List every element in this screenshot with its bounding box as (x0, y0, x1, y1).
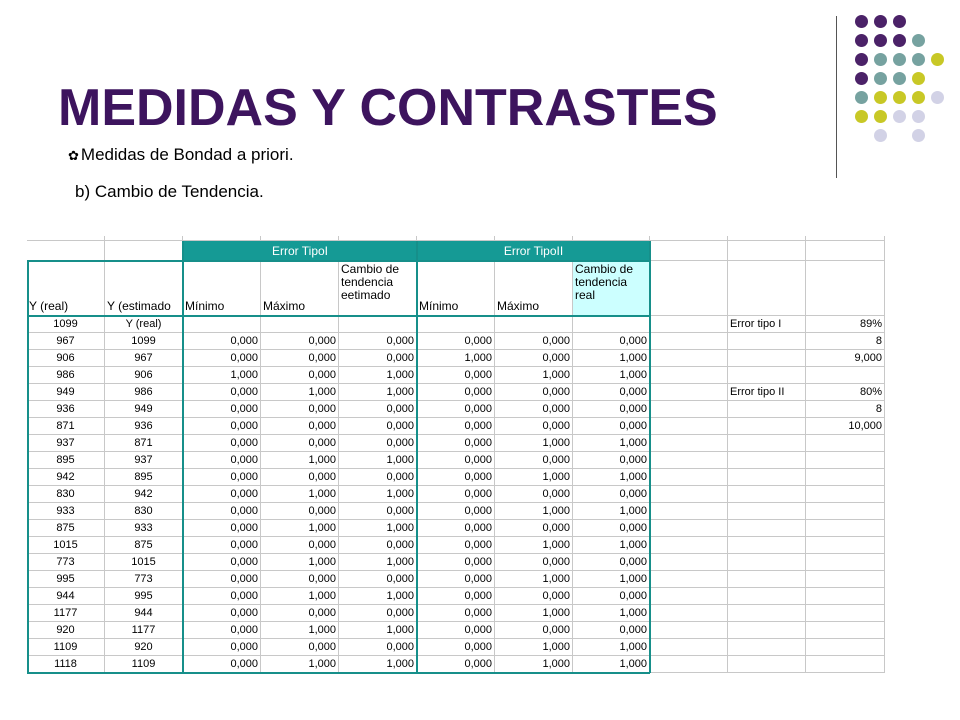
decorative-dot (912, 34, 925, 47)
table-cell: 1,000 (573, 605, 650, 622)
group-header-error-tipo-1: Error TipoI (183, 241, 417, 261)
table-cell: 0,000 (495, 486, 573, 503)
table-cell: 0,000 (417, 605, 495, 622)
table-cell (806, 605, 885, 622)
table-cell: 0,000 (573, 588, 650, 605)
table-cell: 1,000 (261, 554, 339, 571)
table-cell: 0,000 (261, 469, 339, 486)
side-value: 9,000 (806, 350, 885, 367)
table-cell: 1,000 (339, 384, 417, 401)
table-cell (728, 503, 806, 520)
decorative-dot (874, 72, 887, 85)
decorative-dot (912, 91, 925, 104)
table-cell: 1,000 (495, 367, 573, 384)
group-header-error-tipo-2: Error TipoII (417, 241, 650, 261)
table-cell: 1,000 (261, 486, 339, 503)
table-cell: 1,000 (339, 656, 417, 673)
side-value: 8 (806, 401, 885, 418)
table-cell: 0,000 (339, 605, 417, 622)
table-cell: 0,000 (573, 452, 650, 469)
column-header: Mínimo (417, 261, 495, 316)
table-cell: 1,000 (261, 384, 339, 401)
table-cell (650, 350, 728, 367)
table-cell (650, 418, 728, 435)
table-cell: 1,000 (261, 656, 339, 673)
table-cell: 0,000 (417, 384, 495, 401)
table-cell (806, 554, 885, 571)
table-cell: 0,000 (339, 435, 417, 452)
table-cell: 1,000 (495, 435, 573, 452)
table-cell: 1,000 (573, 639, 650, 656)
table-cell: 875 (27, 520, 105, 537)
decorative-dot (893, 110, 906, 123)
column-header: Y (estimado (105, 261, 183, 316)
table-cell: 0,000 (261, 503, 339, 520)
table-cell (806, 486, 885, 503)
table-border (182, 241, 184, 673)
table-cell: 0,000 (183, 435, 261, 452)
table-cell (573, 316, 650, 333)
table-cell: 1177 (105, 622, 183, 639)
column-header: Máximo (495, 261, 573, 316)
table-cell: 0,000 (495, 333, 573, 350)
table-cell (728, 435, 806, 452)
table-cell: 0,000 (417, 571, 495, 588)
table-border (27, 261, 29, 673)
table-cell: 871 (105, 435, 183, 452)
table-cell: 1,000 (573, 350, 650, 367)
table-cell: 1,000 (573, 656, 650, 673)
table-cell: 0,000 (183, 588, 261, 605)
table-cell: 0,000 (495, 384, 573, 401)
table-cell (183, 316, 261, 333)
table-cell: 0,000 (183, 418, 261, 435)
side-label: Error tipo I (728, 316, 806, 333)
table-cell: 0,000 (573, 486, 650, 503)
table-cell: 0,000 (339, 639, 417, 656)
table-cell: 0,000 (573, 384, 650, 401)
table-cell (650, 333, 728, 350)
table-cell: 0,000 (417, 588, 495, 605)
table-cell: 895 (27, 452, 105, 469)
table-cell: 0,000 (261, 605, 339, 622)
table-cell: 0,000 (339, 571, 417, 588)
table-cell: 0,000 (183, 452, 261, 469)
decorative-divider (836, 16, 837, 178)
table-cell: 0,000 (417, 537, 495, 554)
table-cell (650, 401, 728, 418)
table-cell: 933 (27, 503, 105, 520)
table-cell (728, 588, 806, 605)
table-cell: 0,000 (261, 537, 339, 554)
table-cell (728, 367, 806, 384)
table-cell: 0,000 (417, 656, 495, 673)
table-cell (650, 622, 728, 639)
table-cell: 1,000 (339, 588, 417, 605)
grid-cell (806, 261, 885, 316)
table-cell: 944 (27, 588, 105, 605)
table-cell (650, 520, 728, 537)
table-cell: 937 (105, 452, 183, 469)
table-cell: 0,000 (573, 554, 650, 571)
table-border (27, 260, 650, 262)
table-cell: 830 (105, 503, 183, 520)
table-cell: 0,000 (417, 418, 495, 435)
table-cell: 0,000 (495, 554, 573, 571)
table-cell: 0,000 (261, 571, 339, 588)
table-cell: 1,000 (339, 520, 417, 537)
table-cell: 773 (105, 571, 183, 588)
table-cell: 0,000 (183, 350, 261, 367)
grid-cell (27, 241, 105, 261)
table-cell (650, 316, 728, 333)
table-cell: 0,000 (339, 401, 417, 418)
table-cell: 1177 (27, 605, 105, 622)
table-cell (650, 588, 728, 605)
table-cell: 0,000 (495, 588, 573, 605)
table-cell: 0,000 (261, 367, 339, 384)
table-cell: 0,000 (495, 418, 573, 435)
table-cell: 0,000 (417, 367, 495, 384)
table-cell (728, 554, 806, 571)
table-cell: 1,000 (339, 486, 417, 503)
table-cell (650, 486, 728, 503)
table-cell: 1,000 (261, 588, 339, 605)
table-border (416, 241, 418, 673)
decorative-dot (874, 15, 887, 28)
table-cell: 1,000 (339, 452, 417, 469)
table-cell: 1,000 (339, 367, 417, 384)
table-cell (806, 367, 885, 384)
table-cell (650, 571, 728, 588)
table-cell: 0,000 (183, 333, 261, 350)
table-cell (650, 367, 728, 384)
table-cell: 0,000 (417, 452, 495, 469)
decorative-dot (912, 110, 925, 123)
table-cell: 0,000 (339, 333, 417, 350)
table-cell: 1109 (105, 656, 183, 673)
table-cell: 0,000 (183, 537, 261, 554)
table-cell: 0,000 (339, 418, 417, 435)
decorative-dot (855, 110, 868, 123)
table-cell: 0,000 (183, 503, 261, 520)
table-cell (728, 469, 806, 486)
table-cell: 906 (105, 367, 183, 384)
table-cell: 1,000 (495, 605, 573, 622)
table-cell: 0,000 (417, 435, 495, 452)
table-cell: 0,000 (417, 639, 495, 656)
table-cell: 1,000 (573, 469, 650, 486)
table-cell: 1,000 (183, 367, 261, 384)
table-cell: 0,000 (183, 571, 261, 588)
table-cell: 0,000 (573, 520, 650, 537)
side-value: 8 (806, 333, 885, 350)
table-cell (728, 486, 806, 503)
decorative-dot (893, 53, 906, 66)
grid-cell (728, 241, 806, 261)
table-cell: 1,000 (495, 571, 573, 588)
table-cell (728, 639, 806, 656)
column-header: Máximo (261, 261, 339, 316)
table-cell: 936 (27, 401, 105, 418)
table-cell (806, 503, 885, 520)
table-cell: 0,000 (183, 656, 261, 673)
table-cell (650, 639, 728, 656)
decorative-dot (855, 53, 868, 66)
column-header: Y (real) (27, 261, 105, 316)
table-cell: 1015 (27, 537, 105, 554)
table-cell: 0,000 (339, 469, 417, 486)
table-cell: 1,000 (261, 452, 339, 469)
table-cell: 0,000 (417, 622, 495, 639)
table-cell: 0,000 (495, 401, 573, 418)
decorative-dot (874, 110, 887, 123)
table-cell (728, 656, 806, 673)
table-cell: 995 (27, 571, 105, 588)
table-cell: 1,000 (573, 435, 650, 452)
table-cell (806, 588, 885, 605)
table-cell (806, 622, 885, 639)
table-cell: 0,000 (417, 401, 495, 418)
decorative-dot (855, 34, 868, 47)
decorative-dot (912, 53, 925, 66)
slide-subtitle: b) Cambio de Tendencia. (75, 182, 264, 201)
table-cell: 0,000 (417, 503, 495, 520)
table-cell: 995 (105, 588, 183, 605)
decorative-dot (893, 34, 906, 47)
table-cell (650, 503, 728, 520)
table-cell (806, 452, 885, 469)
table-cell: 1,000 (573, 537, 650, 554)
grid-cell (806, 241, 885, 261)
table-cell: 0,000 (183, 486, 261, 503)
table-cell: 0,000 (183, 469, 261, 486)
decorative-dot (874, 53, 887, 66)
table-cell (806, 469, 885, 486)
grid-cell (105, 241, 183, 261)
table-cell: 0,000 (495, 350, 573, 367)
table-cell: 0,000 (573, 401, 650, 418)
decorative-dot (893, 91, 906, 104)
decorative-dot (893, 15, 906, 28)
table-cell: 933 (105, 520, 183, 537)
table-cell (650, 656, 728, 673)
table-cell (728, 418, 806, 435)
table-cell: 1099 (27, 316, 105, 333)
table-cell: 937 (27, 435, 105, 452)
decorative-dot (912, 72, 925, 85)
grid-cell (728, 261, 806, 316)
table-cell (728, 452, 806, 469)
table-cell: 1,000 (339, 622, 417, 639)
table-cell: 1,000 (495, 469, 573, 486)
table-cell: 1,000 (261, 520, 339, 537)
table-cell: 875 (105, 537, 183, 554)
decorative-dot (874, 91, 887, 104)
table-cell: 1,000 (495, 656, 573, 673)
table-cell: 0,000 (417, 554, 495, 571)
table-cell: 1015 (105, 554, 183, 571)
decorative-dot (912, 129, 925, 142)
table-cell: 0,000 (183, 520, 261, 537)
decorative-dot (893, 72, 906, 85)
table-cell (339, 316, 417, 333)
table-cell: 0,000 (261, 333, 339, 350)
table-cell (650, 384, 728, 401)
column-header: Mínimo (183, 261, 261, 316)
table-cell (650, 452, 728, 469)
table-cell: 773 (27, 554, 105, 571)
table-cell (806, 435, 885, 452)
table-cell: 1,000 (261, 622, 339, 639)
table-cell (728, 571, 806, 588)
table-cell: 1,000 (573, 503, 650, 520)
side-value: 80% (806, 384, 885, 401)
table-cell: 949 (27, 384, 105, 401)
table-cell: 0,000 (183, 554, 261, 571)
table-cell: 895 (105, 469, 183, 486)
table-cell: 0,000 (339, 350, 417, 367)
table-cell (806, 571, 885, 588)
side-label: Error tipo II (728, 384, 806, 401)
table-cell: 0,000 (495, 520, 573, 537)
table-cell (728, 350, 806, 367)
decorative-dot (874, 34, 887, 47)
decorative-dot (874, 129, 887, 142)
side-value: 89% (806, 316, 885, 333)
table-cell: 1,000 (495, 503, 573, 520)
table-cell: 1118 (27, 656, 105, 673)
table-cell: 830 (27, 486, 105, 503)
table-cell (650, 469, 728, 486)
table-cell: 0,000 (339, 503, 417, 520)
table-cell: 906 (27, 350, 105, 367)
table-cell: 967 (105, 350, 183, 367)
table-cell: 0,000 (573, 418, 650, 435)
table-cell: 0,000 (573, 622, 650, 639)
table-cell (728, 333, 806, 350)
table-cell: 0,000 (339, 537, 417, 554)
table-cell: 0,000 (417, 469, 495, 486)
table-cell: 920 (105, 639, 183, 656)
table-cell (650, 537, 728, 554)
decorative-dot (931, 91, 944, 104)
table-cell: 949 (105, 401, 183, 418)
spreadsheet-table (27, 236, 885, 686)
table-cell: 0,000 (261, 418, 339, 435)
table-cell: 871 (27, 418, 105, 435)
table-cell (495, 316, 573, 333)
decorative-dot (931, 53, 944, 66)
column-header: Cambio de tendencia eetimado (339, 261, 417, 316)
table-cell: 0,000 (495, 452, 573, 469)
table-cell (650, 554, 728, 571)
table-cell: 1,000 (495, 537, 573, 554)
table-cell (650, 605, 728, 622)
bullet-text: Medidas de Bondad a priori. (80, 145, 294, 164)
table-cell (806, 537, 885, 554)
table-cell: Y (real) (105, 316, 183, 333)
table-cell (806, 639, 885, 656)
table-cell (806, 520, 885, 537)
table-border (27, 672, 650, 674)
slide-title: MEDIDAS Y CONTRASTES (58, 79, 718, 137)
column-header: Cambio de tendencia real (573, 261, 650, 316)
table-cell: 942 (27, 469, 105, 486)
table-cell: 1109 (27, 639, 105, 656)
table-cell: 920 (27, 622, 105, 639)
decorative-dot (855, 72, 868, 85)
table-cell: 0,000 (495, 622, 573, 639)
table-cell: 1,000 (573, 571, 650, 588)
table-cell (417, 316, 495, 333)
table-border (649, 241, 651, 673)
side-value: 10,000 (806, 418, 885, 435)
decorative-dot (855, 15, 868, 28)
grid-cell (650, 261, 728, 316)
table-cell (728, 520, 806, 537)
table-cell (728, 537, 806, 554)
table-cell: 986 (105, 384, 183, 401)
table-cell (806, 656, 885, 673)
table-cell: 0,000 (261, 435, 339, 452)
table-cell: 0,000 (417, 333, 495, 350)
table-cell: 986 (27, 367, 105, 384)
table-cell: 0,000 (417, 486, 495, 503)
table-cell: 1,000 (417, 350, 495, 367)
table-cell (728, 605, 806, 622)
table-cell (650, 435, 728, 452)
table-cell: 936 (105, 418, 183, 435)
table-cell: 0,000 (183, 605, 261, 622)
table-cell (728, 401, 806, 418)
table-cell: 0,000 (183, 401, 261, 418)
table-cell: 942 (105, 486, 183, 503)
table-cell: 1,000 (495, 639, 573, 656)
table-cell: 967 (27, 333, 105, 350)
table-cell: 0,000 (261, 639, 339, 656)
table-cell: 944 (105, 605, 183, 622)
flower-bullet-icon: ✿ (68, 148, 79, 163)
table-cell (728, 622, 806, 639)
table-cell: 0,000 (261, 350, 339, 367)
table-border (27, 315, 650, 317)
table-cell: 0,000 (261, 401, 339, 418)
table-cell: 0,000 (183, 384, 261, 401)
table-cell: 1,000 (573, 367, 650, 384)
decorative-dot (855, 91, 868, 104)
table-cell: 1099 (105, 333, 183, 350)
table-cell: 0,000 (573, 333, 650, 350)
table-cell: 0,000 (417, 520, 495, 537)
table-cell: 0,000 (183, 622, 261, 639)
table-cell: 1,000 (339, 554, 417, 571)
grid-cell (650, 241, 728, 261)
table-cell: 0,000 (183, 639, 261, 656)
bullet-item (68, 145, 294, 165)
table-cell (261, 316, 339, 333)
